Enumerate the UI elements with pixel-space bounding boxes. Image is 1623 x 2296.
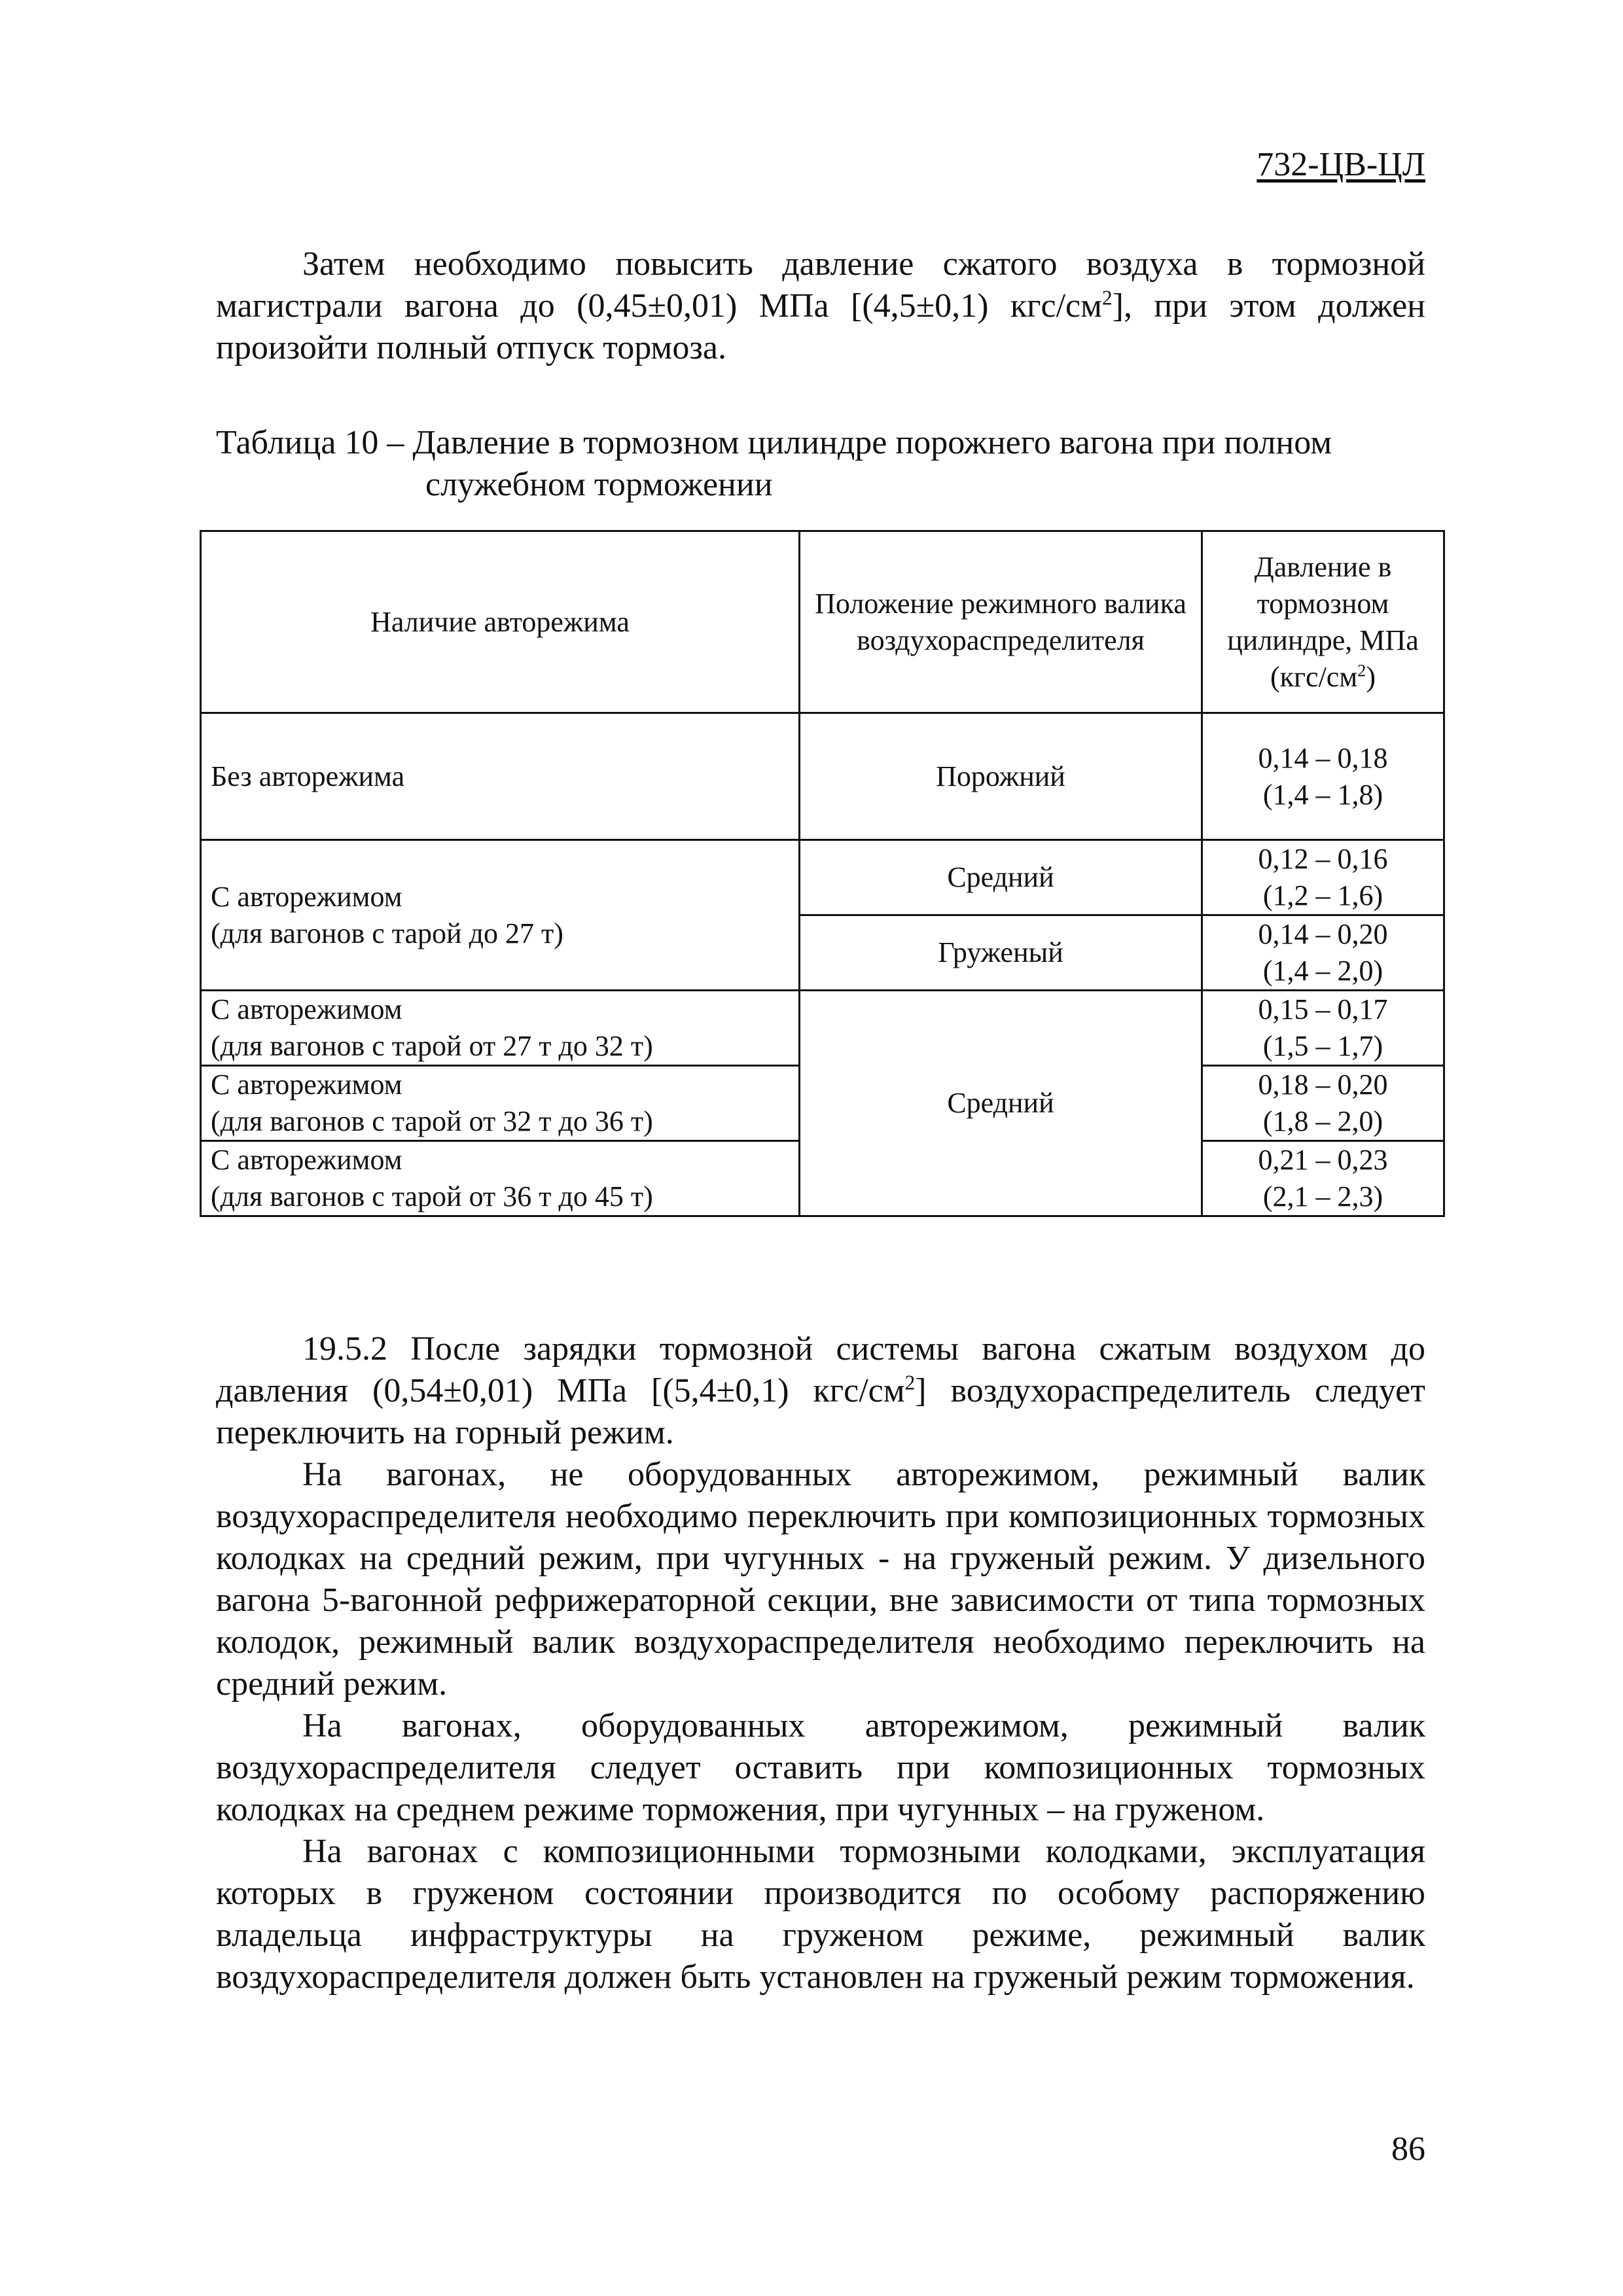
table-row: [201, 713, 1444, 840]
header-mode: Наличие авторежима: [201, 531, 800, 713]
table-row: [201, 991, 1444, 1066]
row-pressure: 0,18 – 0,20 (1,8 – 2,0): [1202, 1066, 1444, 1141]
table-caption-line-1: Таблица 10 – Давление в тормозном цилиндре порожнего вагона при полном: [216, 424, 1332, 461]
row-pressure: 0,14 – 0,18 (1,4 – 1,8): [1202, 713, 1444, 840]
row-mode: С авторежимом (для вагонов с тарой от 27 т до 32 т): [201, 991, 800, 1066]
header-pressure: Давление в тормозном цилиндре, МПа $(кгс/см^2)$: [1202, 531, 1444, 713]
brake-pressure-table: [200, 530, 1445, 1217]
table-header-row: [201, 531, 1444, 713]
table-row: [201, 840, 1444, 915]
row-pressure: 0,15 – 0,17 (1,5 – 1,7): [1202, 991, 1444, 1066]
page-number: 86: [1391, 2130, 1425, 2168]
row-position: Порожний: [800, 713, 1202, 840]
section-paragraph-3: На вагонах, оборудованных авторежимом, режимный валик воздухораспределителя следует оставить при композиционных тормозных колодках на среднем режиме торможения, при чугунных – на груженом.: [216, 1707, 1425, 1828]
section-paragraph-1: 19.5.2 После зарядки тормозной системы вагона сжатым воздухом до давления (0,54±0,01) МПа [(5,4±0,1) кгс/$см^2$] воздухораспределитель следует переключить на горный режим.: [216, 1330, 1425, 1451]
header-position: Положение режимного валика воздухораспределителя: [800, 531, 1202, 713]
row-mode: С авторежимом (для вагонов с тарой от 32 т до 36 т): [201, 1066, 800, 1141]
section-paragraph-4: На вагонах с композиционными тормозными колодками, эксплуатация которых в груженом состоянии производится по особому распоряжению владельца инфраструктуры на груженом режиме, режимный валик воздухораспределителя должен быть установлен на груженый режим торможения.: [216, 1833, 1425, 1996]
row-mode: С авторежимом (для вагонов с тарой от 36 т до 45 т): [201, 1141, 800, 1216]
row-pressure: 0,21 – 0,23 (2,1 – 2,3): [1202, 1141, 1444, 1216]
row-position: Средний: [800, 840, 1202, 915]
section-paragraph-2: На вагонах, не оборудованных авторежимом, режимный валик воздухораспределителя необходимо переключить при композиционных тормозных колодках на средний режим, при чугунных - на груженый режим. У дизельного вагона 5-вагонной рефрижераторной секции, вне зависимости от типа тормозных колодок, режимный валик воздухораспределителя необходимо переключить на средний режим.: [216, 1456, 1425, 1703]
table-caption-line-2: служебном торможении: [425, 466, 773, 503]
document-code: 732-ЦВ-ЦЛ: [1257, 146, 1425, 183]
table-caption: [216, 422, 1433, 506]
row-position: Груженый: [800, 915, 1202, 991]
row-pressure: 0,12 – 0,16 (1,2 – 1,6): [1202, 840, 1444, 915]
intro-paragraph: Затем необходимо повысить давление сжатого воздуха в тормозной магистрали вагона до (0,45±0,01) МПа [(4,5±0,1) кгс/$см^2$], при этом должен произойти полный отпуск тормоза.: [216, 245, 1425, 366]
row-position: Средний: [800, 991, 1202, 1216]
row-mode: С авторежимом (для вагонов с тарой до 27 т): [201, 840, 800, 991]
row-mode: Без авторежима: [201, 713, 800, 840]
row-pressure: 0,14 – 0,20 (1,4 – 2,0): [1202, 915, 1444, 991]
